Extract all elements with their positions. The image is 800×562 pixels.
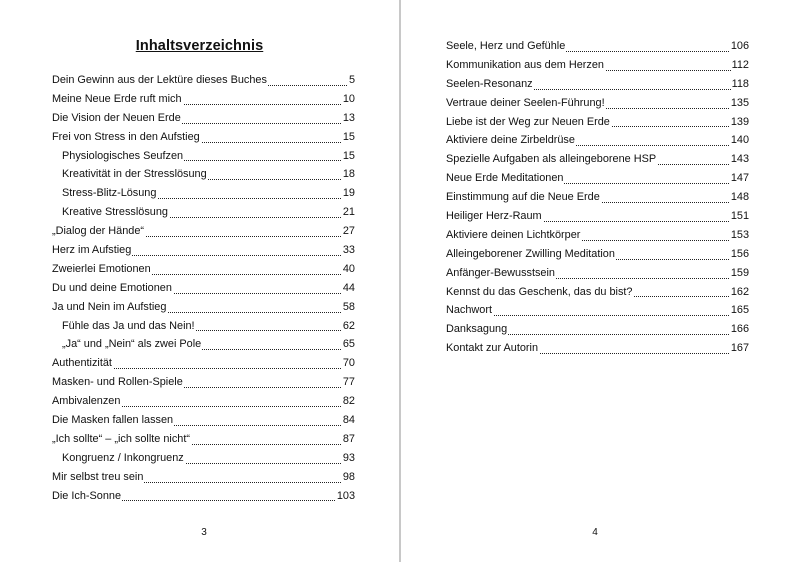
toc-entry-title: Neue Erde Meditationen xyxy=(446,172,564,185)
toc-entry-title: Fühle das Ja und das Nein! xyxy=(62,319,195,332)
toc-entry-title: Physiologisches Seufzen xyxy=(62,149,184,162)
toc-entry-title: Die Masken fallen lassen xyxy=(52,414,174,427)
toc-entry[interactable] xyxy=(52,128,355,147)
toc-list-right xyxy=(446,37,749,358)
toc-entry-page: 153 xyxy=(730,226,749,245)
toc-entry-title: Zweierlei Emotionen xyxy=(52,262,151,275)
toc-entry-title: „Dialog der Hände“ xyxy=(52,225,145,238)
toc-entry[interactable] xyxy=(52,203,355,222)
toc-entry-title: Kontakt zur Autorin xyxy=(446,342,539,355)
toc-entry-title: Authentizität xyxy=(52,357,112,370)
toc-entry[interactable] xyxy=(446,226,749,245)
toc-entry-page: 15 xyxy=(342,128,355,147)
toc-entry[interactable] xyxy=(52,184,355,203)
toc-entry-title: Die Ich-Sonne xyxy=(52,489,122,502)
toc-entry-title: Kreativität in der Stresslösung xyxy=(62,168,207,181)
toc-entry-page: 106 xyxy=(730,37,749,56)
toc-entry[interactable] xyxy=(446,94,749,113)
toc-entry[interactable] xyxy=(446,169,749,188)
toc-entry-title: Dein Gewinn aus der Lektüre dieses Buches xyxy=(52,74,267,86)
toc-entry[interactable] xyxy=(446,131,749,150)
toc-entry[interactable] xyxy=(52,279,355,298)
toc-entry-page: 162 xyxy=(730,283,749,302)
toc-entry-title: Kennst du das Geschenk, das du bist? xyxy=(446,285,633,298)
toc-entry-title: Ja und Nein im Aufstieg xyxy=(52,300,167,313)
toc-entry-title: Seelen-Resonanz xyxy=(446,77,533,90)
toc-entry-title: „Ja“ und „Nein“ als zwei Pole xyxy=(62,338,202,351)
toc-entry[interactable] xyxy=(52,449,355,468)
toc-entry[interactable] xyxy=(52,298,355,317)
toc-entry-page: 58 xyxy=(342,298,355,317)
toc-entry-page: 112 xyxy=(731,56,749,75)
toc-entry[interactable] xyxy=(446,150,749,169)
toc-entry-page: 87 xyxy=(342,430,355,449)
toc-entry[interactable] xyxy=(446,320,749,339)
toc-entry[interactable] xyxy=(446,283,749,302)
toc-entry[interactable] xyxy=(446,56,749,75)
toc-entry-page: 84 xyxy=(342,411,355,430)
toc-entry-page: 98 xyxy=(342,468,355,487)
toc-entry-title: Stress-Blitz-Lösung xyxy=(62,187,157,200)
toc-entry-title: Vertraue deiner Seelen-Führung! xyxy=(446,96,605,109)
toc-entry[interactable] xyxy=(446,75,749,94)
toc-entry-title: Du und deine Emotionen xyxy=(52,281,172,294)
toc-entry[interactable] xyxy=(52,468,355,487)
toc-entry-page: 27 xyxy=(342,222,355,241)
toc-entry-title: Alleingeborener Zwilling Meditation xyxy=(446,247,615,260)
toc-entry-title: Seele, Herz und Gefühle xyxy=(446,40,566,52)
toc-entry-page: 93 xyxy=(342,449,355,468)
toc-entry[interactable] xyxy=(52,109,355,128)
toc-entry-page: 167 xyxy=(730,339,749,358)
toc-entry-title: Kreative Stresslösung xyxy=(62,206,168,219)
toc-entry[interactable] xyxy=(446,301,749,320)
toc-entry[interactable] xyxy=(446,188,749,207)
toc-entry[interactable] xyxy=(52,71,355,90)
toc-entry[interactable] xyxy=(52,222,355,241)
toc-entry-title: Kommunikation aus dem Herzen xyxy=(446,58,604,71)
toc-entry[interactable] xyxy=(52,90,355,109)
toc-entry-page: 13 xyxy=(342,109,355,128)
toc-entry[interactable] xyxy=(52,241,355,260)
toc-entry-page: 148 xyxy=(730,188,749,207)
toc-title: Inhaltsverzeichnis xyxy=(135,38,264,54)
right-page xyxy=(401,0,800,562)
toc-entry[interactable] xyxy=(52,487,355,506)
toc-entry-page: 70 xyxy=(342,354,355,373)
toc-entry[interactable] xyxy=(52,165,355,184)
toc-entry-page: 82 xyxy=(342,392,355,411)
toc-entry-page: 159 xyxy=(730,264,749,283)
toc-entry-page: 10 xyxy=(342,90,355,109)
toc-list-left xyxy=(52,71,355,505)
toc-entry[interactable] xyxy=(52,354,355,373)
toc-entry-title: Kongruenz / Inkongruenz xyxy=(62,451,184,464)
toc-entry[interactable] xyxy=(446,264,749,283)
toc-entry[interactable] xyxy=(446,37,749,56)
toc-entry-page: 21 xyxy=(342,203,355,222)
toc-entry[interactable] xyxy=(52,260,355,279)
toc-entry-page: 139 xyxy=(730,113,749,132)
toc-entry-title: Danksagung xyxy=(446,323,508,336)
toc-entry-title: Frei von Stress in den Aufstieg xyxy=(52,130,200,143)
toc-entry-page: 77 xyxy=(342,373,355,392)
toc-entry[interactable] xyxy=(446,113,749,132)
toc-entry-title: Aktiviere deinen Lichtkörper xyxy=(446,228,581,241)
toc-entry[interactable] xyxy=(446,245,749,264)
toc-entry[interactable] xyxy=(52,373,355,392)
toc-entry-page: 135 xyxy=(730,94,749,113)
toc-entry-page: 151 xyxy=(730,207,749,226)
left-page xyxy=(0,0,399,562)
toc-entry-page: 65 xyxy=(342,335,355,354)
page-number-left: 3 xyxy=(201,527,207,538)
toc-entry-page: 118 xyxy=(731,75,749,94)
toc-entry[interactable] xyxy=(52,147,355,166)
toc-entry-title: Mir selbst treu sein xyxy=(52,470,144,483)
toc-entry-page: 156 xyxy=(730,245,749,264)
toc-entry-title: Nachwort xyxy=(446,304,492,317)
toc-entry[interactable] xyxy=(446,207,749,226)
toc-entry-title: Liebe ist der Weg zur Neuen Erde xyxy=(446,115,610,128)
toc-entry-title: Spezielle Aufgaben als alleingeborene HSP xyxy=(446,153,657,166)
toc-entry[interactable] xyxy=(52,411,355,430)
toc-entry-page: 62 xyxy=(342,317,355,336)
toc-entry-title: „Ich sollte“ – „ich sollte nicht“ xyxy=(52,432,190,445)
toc-entry-page: 143 xyxy=(730,150,749,169)
toc-entry[interactable] xyxy=(52,317,355,336)
toc-entry-page: 33 xyxy=(342,241,355,260)
toc-entry-title: Aktiviere deine Zirbeldrüse xyxy=(446,134,575,147)
toc-entry-title: Herz im Aufstieg xyxy=(52,244,132,257)
toc-entry[interactable] xyxy=(52,392,355,411)
toc-entry-page: 18 xyxy=(342,165,355,184)
toc-entry-title: Ambivalenzen xyxy=(52,395,121,408)
toc-entry-title: Anfänger-Bewusstsein xyxy=(446,266,555,279)
toc-entry-title: Meine Neue Erde ruft mich xyxy=(52,92,182,105)
toc-entry-page: 147 xyxy=(730,169,749,188)
toc-entry-page: 165 xyxy=(730,301,749,320)
toc-entry-page: 15 xyxy=(342,147,355,166)
toc-entry[interactable] xyxy=(446,339,749,358)
toc-entry-title: Masken- und Rollen-Spiele xyxy=(52,376,183,389)
toc-entry[interactable] xyxy=(52,430,355,449)
toc-entry[interactable] xyxy=(52,335,355,354)
page-number-right: 4 xyxy=(592,527,598,538)
toc-entry-title: Die Vision der Neuen Erde xyxy=(52,111,181,124)
toc-entry-title: Heiliger Herz-Raum xyxy=(446,210,542,223)
toc-entry-page: 44 xyxy=(342,279,355,298)
toc-entry-title: Einstimmung auf die Neue Erde xyxy=(446,191,600,204)
toc-entry-page: 5 xyxy=(348,71,355,90)
toc-entry-page: 140 xyxy=(730,131,749,150)
toc-entry-page: 19 xyxy=(342,184,355,203)
toc-entry-page: 103 xyxy=(336,487,355,506)
toc-entry-page: 166 xyxy=(730,320,749,339)
toc-entry-page: 40 xyxy=(342,260,355,279)
